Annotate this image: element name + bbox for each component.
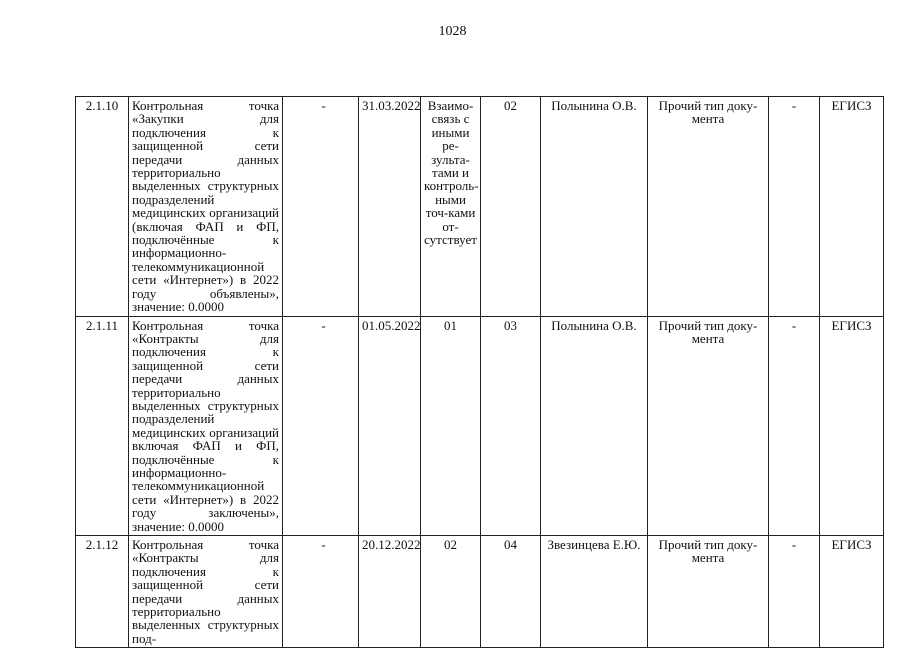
row-start: -	[283, 536, 359, 648]
row-number: 2.1.10	[76, 97, 129, 317]
row-level: 02	[481, 97, 541, 317]
row-date: 31.03.2022	[359, 97, 421, 317]
row-system: ЕГИСЗ	[820, 536, 884, 648]
row-extra: -	[769, 536, 820, 648]
row-extra: -	[769, 316, 820, 536]
row-doc-type: Прочий тип доку-мента	[648, 97, 769, 317]
row-level: 03	[481, 316, 541, 536]
row-level: 04	[481, 536, 541, 648]
row-link: 01	[421, 316, 481, 536]
row-link: Взаимо-связь с иными ре-зульта-тами и контроль-ными точ-ками от-сутствует	[421, 97, 481, 317]
row-system: ЕГИСЗ	[820, 316, 884, 536]
row-link: 02	[421, 536, 481, 648]
table-row	[76, 97, 884, 317]
row-doc-type: Прочий тип доку-мента	[648, 316, 769, 536]
table-row	[76, 536, 884, 648]
row-description: Контрольная точка «Контракты для подключения к защищенной сети передачи данных территориально выделенных структурных под-	[129, 536, 283, 648]
page-number: 1028	[438, 24, 467, 39]
row-start: -	[283, 316, 359, 536]
row-date: 01.05.2022	[359, 316, 421, 536]
row-description: Контрольная точка «Контракты для подключения к защищенной сети передачи данных территориально выделенных структурных подразделений медицинских организаций включая ФАП и ФП, подключённые к информационно-телекоммуникационной сети «Интернет») в 2022 году заключены», значение: 0.0000	[129, 316, 283, 536]
table-row	[76, 316, 884, 536]
row-person: Полынина О.В.	[541, 316, 648, 536]
row-doc-type: Прочий тип доку-мента	[648, 536, 769, 648]
row-system: ЕГИСЗ	[820, 97, 884, 317]
row-date: 20.12.2022	[359, 536, 421, 648]
row-person: Полынина О.В.	[541, 97, 648, 317]
control-points-table	[75, 96, 884, 648]
row-extra: -	[769, 97, 820, 317]
row-number: 2.1.11	[76, 316, 129, 536]
row-description: Контрольная точка «Закупки для подключения к защищенной сети передачи данных территориально выделенных структурных подразделений медицинских организаций (включая ФАП и ФП, подключённые к информационно-телекоммуникационной сети «Интернет») в 2022 году объявлены», значение: 0.0000	[129, 97, 283, 317]
row-person: Звезинцева Е.Ю.	[541, 536, 648, 648]
row-number: 2.1.12	[76, 536, 129, 648]
row-start: -	[283, 97, 359, 317]
